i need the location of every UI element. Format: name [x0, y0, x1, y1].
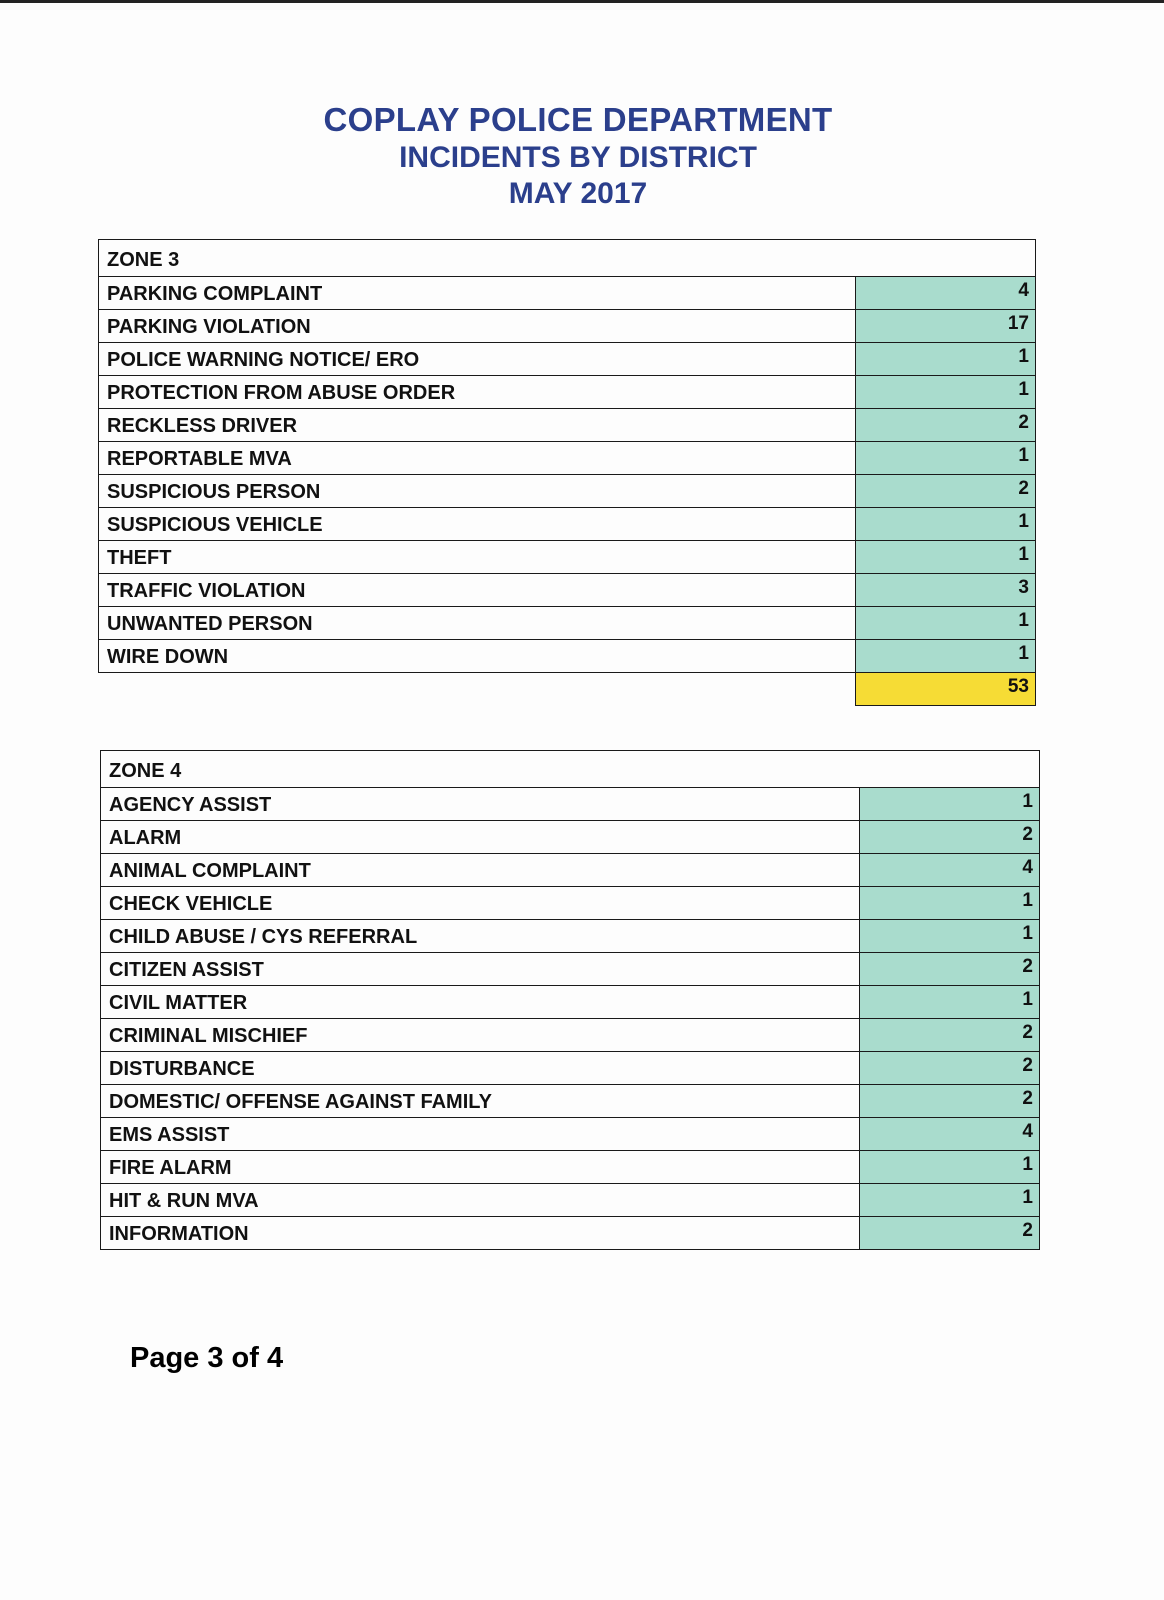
incident-count: 1 [860, 1151, 1040, 1184]
incident-label: AGENCY ASSIST [101, 788, 860, 821]
incident-count: 2 [860, 953, 1040, 986]
zone3-total: 53 [856, 673, 1036, 706]
zone-header-row [101, 751, 1040, 788]
incident-count: 2 [860, 1052, 1040, 1085]
incident-label: UNWANTED PERSON [99, 607, 856, 640]
incident-label: FIRE ALARM [101, 1151, 860, 1184]
incident-label: DOMESTIC/ OFFENSE AGAINST FAMILY [101, 1085, 860, 1118]
incident-count: 4 [860, 1118, 1040, 1151]
incident-label: THEFT [99, 541, 856, 574]
table-row [101, 1085, 1040, 1118]
table-row [101, 1019, 1040, 1052]
table-row [99, 376, 1036, 409]
incident-label: ANIMAL COMPLAINT [101, 854, 860, 887]
incident-label: PARKING VIOLATION [99, 310, 856, 343]
incident-count: 2 [856, 475, 1036, 508]
table-row [99, 343, 1036, 376]
zone3-heading: ZONE 3 [99, 240, 1036, 277]
table-row [99, 508, 1036, 541]
incident-label: DISTURBANCE [101, 1052, 860, 1085]
zone4-heading: ZONE 4 [101, 751, 1040, 788]
incident-count: 1 [856, 541, 1036, 574]
report-subtitle: INCIDENTS BY DISTRICT [399, 141, 757, 174]
incident-count: 1 [856, 640, 1036, 673]
incident-label: PARKING COMPLAINT [99, 277, 856, 310]
incident-count: 4 [856, 277, 1036, 310]
incident-count: 2 [860, 821, 1040, 854]
incident-count: 1 [856, 343, 1036, 376]
total-row [99, 673, 1036, 706]
incident-count: 2 [856, 409, 1036, 442]
incident-label: CITIZEN ASSIST [101, 953, 860, 986]
table-row [101, 1151, 1040, 1184]
incident-count: 3 [856, 574, 1036, 607]
table-row [101, 854, 1040, 887]
table-row [99, 574, 1036, 607]
incident-label: RECKLESS DRIVER [99, 409, 856, 442]
incident-label: ALARM [101, 821, 860, 854]
incident-count: 2 [860, 1085, 1040, 1118]
incident-label: CRIMINAL MISCHIEF [101, 1019, 860, 1052]
table-row [101, 1052, 1040, 1085]
table-row [101, 1118, 1040, 1151]
incident-count: 1 [860, 986, 1040, 1019]
incident-count: 2 [860, 1019, 1040, 1052]
incident-label: WIRE DOWN [99, 640, 856, 673]
table-row [101, 821, 1040, 854]
incident-count: 1 [860, 887, 1040, 920]
table-row [101, 1184, 1040, 1217]
table-row [101, 953, 1040, 986]
table-row [99, 442, 1036, 475]
total-spacer [99, 673, 856, 706]
table-row [99, 310, 1036, 343]
incident-label: CHILD ABUSE / CYS REFERRAL [101, 920, 860, 953]
incident-label: SUSPICIOUS PERSON [99, 475, 856, 508]
incident-label: POLICE WARNING NOTICE/ ERO [99, 343, 856, 376]
incident-count: 1 [856, 508, 1036, 541]
table-row [99, 409, 1036, 442]
incident-label: SUSPICIOUS VEHICLE [99, 508, 856, 541]
incident-count: 1 [860, 920, 1040, 953]
incident-count: 1 [860, 788, 1040, 821]
incident-label: CIVIL MATTER [101, 986, 860, 1019]
zone4-table [100, 750, 1040, 1250]
table-row [99, 541, 1036, 574]
scan-edge [0, 0, 1164, 3]
incident-label: REPORTABLE MVA [99, 442, 856, 475]
page-number: Page 3 of 4 [130, 1342, 284, 1374]
incident-count: 1 [856, 442, 1036, 475]
incident-label: HIT & RUN MVA [101, 1184, 860, 1217]
incident-count: 1 [860, 1184, 1040, 1217]
incident-count: 1 [856, 607, 1036, 640]
incident-label: TRAFFIC VIOLATION [99, 574, 856, 607]
incident-count: 2 [860, 1217, 1040, 1250]
table-row [99, 475, 1036, 508]
table-row [99, 607, 1036, 640]
table-row [101, 986, 1040, 1019]
document-header [300, 100, 856, 212]
incident-count: 4 [860, 854, 1040, 887]
table-row [101, 920, 1040, 953]
department-title: COPLAY POLICE DEPARTMENT [323, 101, 833, 138]
table-row [101, 887, 1040, 920]
table-row [101, 1217, 1040, 1250]
incident-count: 17 [856, 310, 1036, 343]
zone-header-row [99, 240, 1036, 277]
incident-label: INFORMATION [101, 1217, 860, 1250]
zone3-table [98, 239, 1036, 706]
incident-label: CHECK VEHICLE [101, 887, 860, 920]
incident-label: PROTECTION FROM ABUSE ORDER [99, 376, 856, 409]
incident-count: 1 [856, 376, 1036, 409]
report-period: MAY 2017 [508, 177, 648, 210]
incident-label: EMS ASSIST [101, 1118, 860, 1151]
table-row [99, 640, 1036, 673]
table-row [101, 788, 1040, 821]
table-row [99, 277, 1036, 310]
